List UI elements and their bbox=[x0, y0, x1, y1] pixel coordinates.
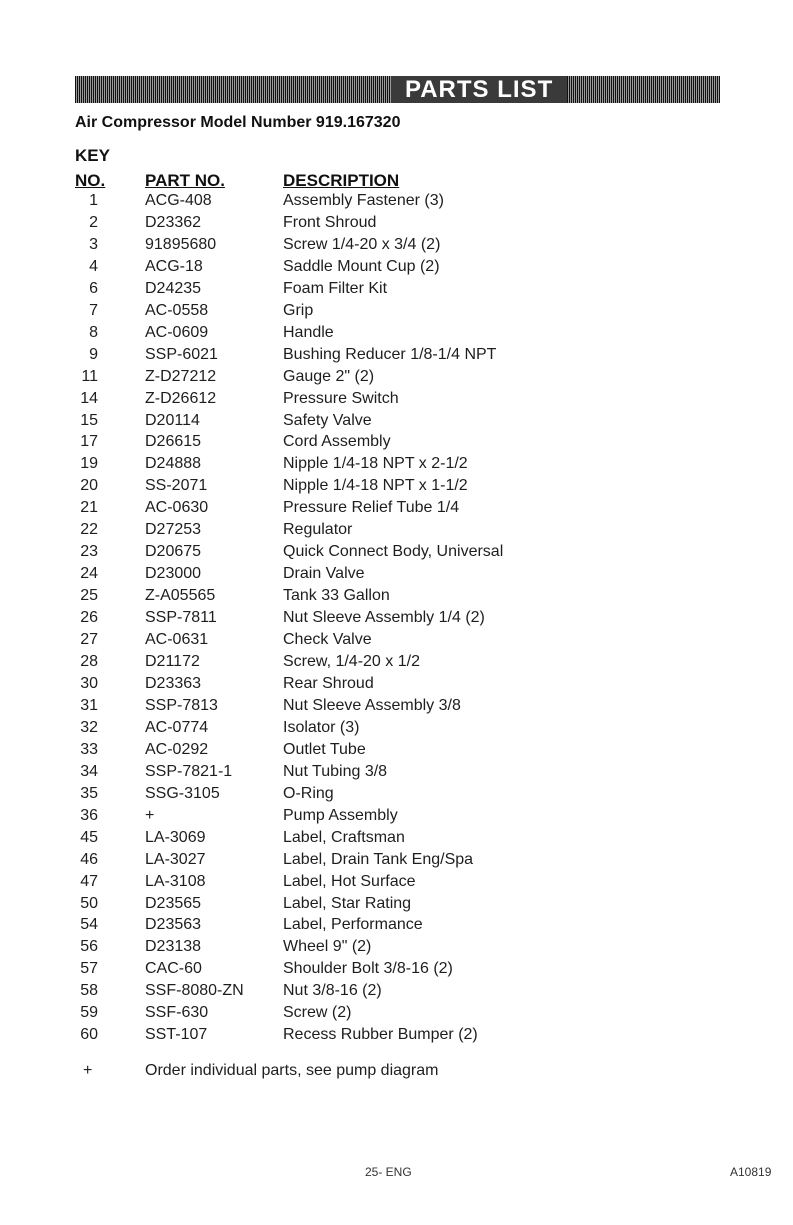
part-number: D20675 bbox=[145, 543, 202, 561]
key-number: 24 bbox=[80, 565, 98, 583]
table-row bbox=[0, 717, 793, 739]
part-number: 91895680 bbox=[145, 235, 217, 253]
part-no-column-header: PART NO. bbox=[145, 171, 225, 190]
key-number: 25 bbox=[80, 587, 98, 605]
key-number: 33 bbox=[80, 740, 98, 758]
table-row bbox=[0, 695, 793, 717]
part-number: SSP-7813 bbox=[145, 696, 218, 714]
table-row bbox=[0, 366, 793, 388]
part-number: Z-A05565 bbox=[145, 587, 216, 605]
key-number: 9 bbox=[89, 345, 98, 363]
part-number: Z-D26612 bbox=[145, 389, 217, 407]
part-description: Label, Craftsman bbox=[283, 828, 405, 846]
part-description: Label, Drain Tank Eng/Spa bbox=[283, 850, 474, 868]
table-row bbox=[0, 563, 793, 585]
part-description: Saddle Mount Cup (2) bbox=[283, 257, 440, 275]
key-number: 11 bbox=[81, 367, 98, 385]
part-number: AC-0292 bbox=[145, 740, 209, 758]
part-description: Nut Sleeve Assembly 3/8 bbox=[283, 696, 461, 714]
part-number: SSP-7811 bbox=[145, 609, 217, 627]
part-description: Assembly Fastener (3) bbox=[283, 192, 444, 209]
key-number: 45 bbox=[80, 828, 98, 846]
part-description: Quick Connect Body, Universal bbox=[283, 543, 504, 561]
key-number: 28 bbox=[80, 653, 98, 671]
key-number: 47 bbox=[80, 872, 98, 890]
table-row bbox=[0, 410, 793, 432]
key-number: 19 bbox=[80, 455, 98, 473]
parts-table bbox=[0, 190, 793, 1046]
part-description: Handle bbox=[283, 323, 334, 341]
key-number: 31 bbox=[80, 696, 98, 714]
part-description: Cord Assembly bbox=[283, 433, 391, 451]
key-number: 32 bbox=[80, 718, 98, 736]
key-number: 2 bbox=[89, 213, 98, 231]
page-number: 25- ENG bbox=[365, 1165, 412, 1179]
part-description: Recess Rubber Bumper (2) bbox=[283, 1026, 478, 1044]
key-number: 22 bbox=[80, 521, 98, 539]
part-description: Nut 3/8-16 (2) bbox=[283, 982, 382, 1000]
part-number: D20114 bbox=[145, 411, 200, 429]
key-number: 17 bbox=[80, 433, 98, 451]
table-row bbox=[0, 739, 793, 761]
part-number: SST-107 bbox=[145, 1026, 208, 1044]
table-row bbox=[0, 893, 793, 915]
part-number: ACG-18 bbox=[145, 257, 203, 275]
part-number: D23565 bbox=[145, 894, 202, 912]
part-description: Label, Star Rating bbox=[283, 894, 412, 912]
table-row bbox=[0, 519, 793, 541]
table-row bbox=[0, 849, 793, 871]
key-number: 60 bbox=[80, 1026, 98, 1044]
key-number: 4 bbox=[89, 257, 98, 275]
part-number: D23563 bbox=[145, 916, 202, 934]
key-number: 7 bbox=[89, 301, 98, 319]
part-description: Label, Hot Surface bbox=[283, 872, 416, 890]
part-number: + bbox=[145, 806, 155, 824]
table-row bbox=[0, 344, 793, 366]
table-row bbox=[0, 827, 793, 849]
part-number: SSF-630 bbox=[145, 1004, 209, 1022]
part-description: Screw 1/4-20 x 3/4 (2) bbox=[283, 235, 441, 253]
table-row bbox=[0, 783, 793, 805]
part-description: Pressure Relief Tube 1/4 bbox=[283, 499, 460, 517]
key-number: 36 bbox=[80, 806, 98, 824]
part-number: AC-0558 bbox=[145, 301, 209, 319]
part-number: ACG-408 bbox=[145, 192, 212, 209]
part-number: D24888 bbox=[145, 455, 202, 473]
part-number: D23362 bbox=[145, 213, 202, 231]
part-description: Nipple 1/4-18 NPT x 2-1/2 bbox=[283, 455, 468, 473]
table-row bbox=[0, 234, 793, 256]
table-row bbox=[0, 388, 793, 410]
part-number: SSG-3105 bbox=[145, 784, 220, 802]
note-text: Order individual parts, see pump diagram bbox=[145, 1062, 439, 1079]
banner-title: PARTS LIST bbox=[391, 76, 567, 103]
key-number: 3 bbox=[89, 235, 98, 253]
part-description: Drain Valve bbox=[283, 565, 365, 583]
part-description: Screw (2) bbox=[283, 1004, 352, 1022]
table-row bbox=[0, 651, 793, 673]
part-description: Front Shroud bbox=[283, 213, 377, 231]
part-description: Bushing Reducer 1/8-1/4 NPT bbox=[283, 345, 497, 363]
part-number: LA-3027 bbox=[145, 850, 206, 868]
table-row bbox=[0, 871, 793, 893]
model-number-line: Air Compressor Model Number 919.167320 bbox=[75, 114, 401, 131]
table-row bbox=[0, 541, 793, 563]
key-number: 35 bbox=[80, 784, 98, 802]
part-number: AC-0630 bbox=[145, 499, 209, 517]
part-description: Nipple 1/4-18 NPT x 1-1/2 bbox=[283, 477, 468, 495]
table-row bbox=[0, 475, 793, 497]
table-row bbox=[0, 629, 793, 651]
part-number: D23363 bbox=[145, 674, 202, 692]
table-row bbox=[0, 300, 793, 322]
no-column-header: NO. bbox=[75, 171, 106, 190]
part-description: Nut Sleeve Assembly 1/4 (2) bbox=[283, 609, 485, 627]
part-description: Check Valve bbox=[283, 631, 372, 649]
document-code: A10819 bbox=[730, 1165, 772, 1179]
table-row bbox=[0, 256, 793, 278]
part-description: Nut Tubing 3/8 bbox=[283, 762, 388, 780]
part-description: Shoulder Bolt 3/8-16 (2) bbox=[283, 960, 453, 978]
table-row bbox=[0, 322, 793, 344]
part-number: AC-0774 bbox=[145, 718, 209, 736]
table-row bbox=[0, 1002, 793, 1024]
table-row bbox=[0, 805, 793, 827]
key-header: KEY bbox=[75, 146, 110, 165]
key-number: 46 bbox=[80, 850, 98, 868]
key-number: 21 bbox=[80, 499, 98, 517]
key-number: 27 bbox=[80, 631, 98, 649]
part-number: AC-0609 bbox=[145, 323, 209, 341]
part-description: O-Ring bbox=[283, 784, 334, 802]
key-number: 50 bbox=[80, 894, 98, 912]
description-column-header: DESCRIPTION bbox=[283, 171, 400, 190]
part-description: Isolator (3) bbox=[283, 718, 360, 736]
table-row bbox=[0, 607, 793, 629]
key-number: 1 bbox=[89, 192, 98, 209]
table-row bbox=[0, 190, 793, 212]
table-row bbox=[0, 958, 793, 980]
key-number: 15 bbox=[80, 411, 98, 429]
key-number: 8 bbox=[89, 323, 98, 341]
parts-list-banner bbox=[75, 76, 720, 103]
table-row bbox=[0, 431, 793, 453]
part-description: Regulator bbox=[283, 521, 353, 539]
key-number: 30 bbox=[80, 674, 98, 692]
part-number: LA-3069 bbox=[145, 828, 206, 846]
part-description: Screw, 1/4-20 x 1/2 bbox=[283, 653, 420, 671]
key-number: 58 bbox=[80, 982, 98, 1000]
key-number: 6 bbox=[89, 279, 98, 297]
part-number: SSP-7821-1 bbox=[145, 762, 233, 780]
part-description: Rear Shroud bbox=[283, 674, 374, 692]
key-number: 14 bbox=[80, 389, 98, 407]
key-number: 56 bbox=[80, 938, 98, 956]
table-row bbox=[0, 673, 793, 695]
part-description: Gauge 2" (2) bbox=[283, 367, 375, 385]
part-description: Foam Filter Kit bbox=[283, 279, 388, 297]
part-number: SSF-8080-ZN bbox=[145, 982, 244, 1000]
key-number: 54 bbox=[80, 916, 98, 934]
part-number: Z-D27212 bbox=[145, 367, 217, 385]
part-description: Label, Performance bbox=[283, 916, 423, 934]
table-row bbox=[0, 497, 793, 519]
part-number: CAC-60 bbox=[145, 960, 202, 978]
part-number: D27253 bbox=[145, 521, 202, 539]
part-description: Grip bbox=[283, 301, 314, 319]
part-description: Safety Valve bbox=[283, 411, 372, 429]
part-description: Tank 33 Gallon bbox=[283, 587, 390, 605]
table-row bbox=[0, 761, 793, 783]
part-number: SS-2071 bbox=[145, 477, 208, 495]
table-row bbox=[0, 212, 793, 234]
key-number: 59 bbox=[80, 1004, 98, 1022]
part-number: SSP-6021 bbox=[145, 345, 218, 363]
part-description: Outlet Tube bbox=[283, 740, 366, 758]
table-row bbox=[0, 585, 793, 607]
table-row bbox=[0, 278, 793, 300]
part-number: D23000 bbox=[145, 565, 202, 583]
part-number: D26615 bbox=[145, 433, 202, 451]
table-row bbox=[0, 914, 793, 936]
part-number: D21172 bbox=[145, 653, 200, 671]
part-description: Wheel 9" (2) bbox=[283, 938, 372, 956]
part-description: Pump Assembly bbox=[283, 806, 398, 824]
key-number: 23 bbox=[80, 543, 98, 561]
table-row bbox=[0, 980, 793, 1002]
table-row bbox=[0, 936, 793, 958]
part-number: LA-3108 bbox=[145, 872, 206, 890]
table-row bbox=[0, 1024, 793, 1046]
part-number: AC-0631 bbox=[145, 631, 209, 649]
table-row bbox=[0, 453, 793, 475]
key-number: 26 bbox=[80, 609, 98, 627]
note-symbol: + bbox=[83, 1062, 93, 1079]
key-number: 20 bbox=[80, 477, 98, 495]
key-number: 57 bbox=[80, 960, 98, 978]
part-description: Pressure Switch bbox=[283, 389, 399, 407]
part-number: D23138 bbox=[145, 938, 202, 956]
key-number: 34 bbox=[80, 762, 98, 780]
part-number: D24235 bbox=[145, 279, 202, 297]
